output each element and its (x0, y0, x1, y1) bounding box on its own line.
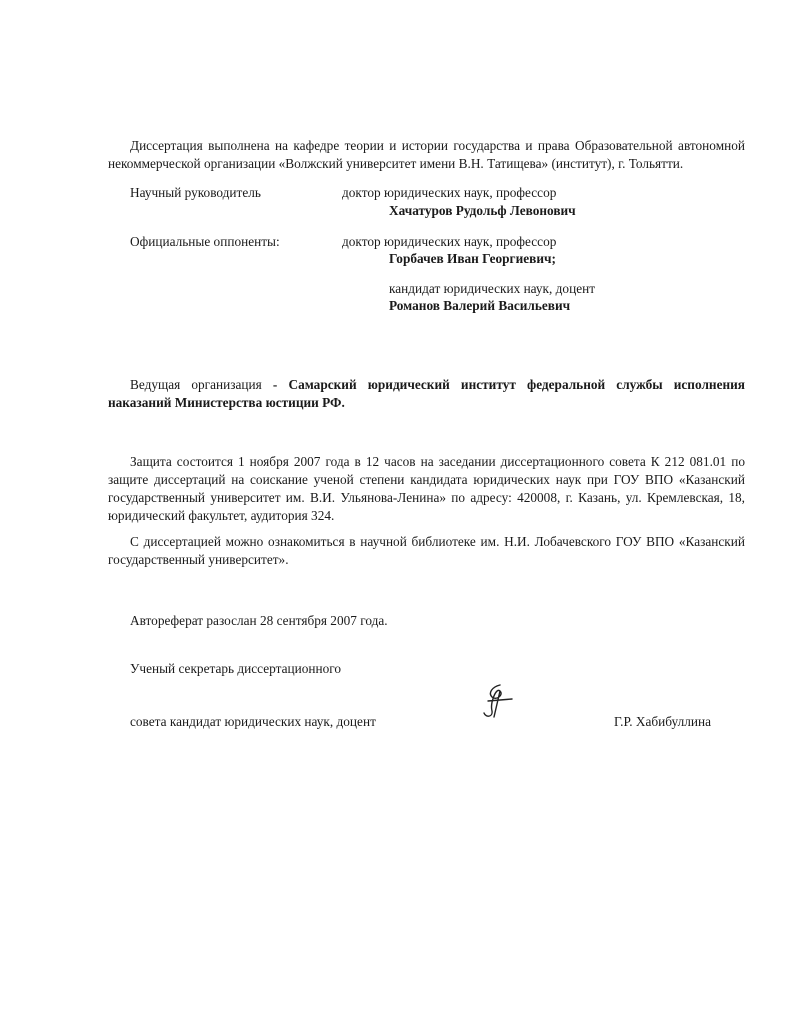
sent-date-line: Автореферат разослан 28 сентября 2007 года. (130, 613, 388, 628)
opponents-label: Официальные оппоненты: (130, 234, 280, 249)
secretary-line-2: совета кандидат юридических наук, доцент (130, 714, 376, 729)
opponent-2-name: Романов Валерий Васильевич (389, 298, 571, 313)
supervisor-name: Хачатуров Рудольф Левонович (389, 203, 576, 218)
opponent-1-name: Горбачев Иван Георгиевич; (389, 251, 556, 266)
secretary-name: Г.Р. Хабибуллина (614, 714, 712, 729)
opponent-2-title: кандидат юридических наук, доцент (389, 281, 596, 296)
lead-org-name: Самарский юридический институт федеральной службы исполнения наказаний Министерства юстиции РФ. (108, 377, 745, 410)
opponent-1-title: доктор юридических наук, профессор (342, 234, 557, 249)
supervisor-title: доктор юридических наук, профессор (342, 185, 557, 200)
defense-paragraph: Защита состоится 1 ноября 2007 года в 12 часов на заседании диссертационного совета К 212 081.01 по защите диссертаций на соискание ученой степени кандидата юридических наук при ГОУ ВПО «Казанский государственный университет им. В.И. Ульянова-Ленина» по адресу: 420008, г. Казань, ул. Кремлевская, 18, юридический факультет, аудитория 324. (108, 454, 745, 523)
library-paragraph: С диссертацией можно ознакомиться в научной библиотеке им. Н.И. Лобачевского ГОУ ВПО «Казанский государственный университет». (108, 534, 745, 567)
intro-paragraph: Диссертация выполнена на кафедре теории и истории государства и права Образовательной автономной некоммерческой организации «Волжский университет имени В.Н. Татищева» (институт), г. Тольятти. (108, 138, 745, 171)
lead-organization-paragraph (108, 376, 745, 412)
lead-org-label: Ведущая организация (130, 377, 262, 392)
supervisor-label: Научный руководитель (130, 185, 261, 200)
handwritten-signature (478, 681, 518, 721)
lead-org-dash: - (272, 377, 278, 392)
secretary-line-1: Ученый секретарь диссертационного (130, 661, 342, 676)
